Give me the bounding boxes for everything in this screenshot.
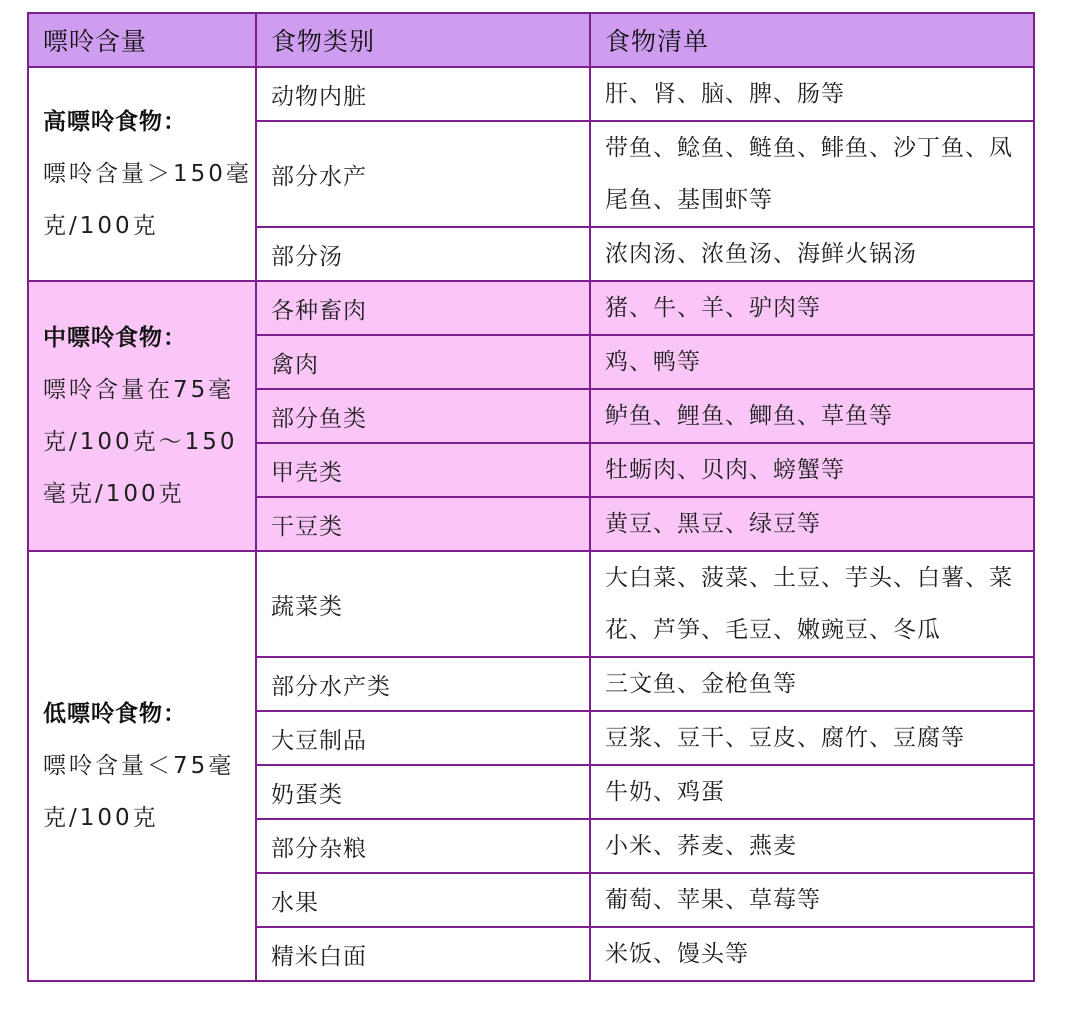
items-cell: 猪、牛、羊、驴肉等 bbox=[590, 281, 1034, 335]
items-cell: 带鱼、鲶鱼、鲢鱼、鲱鱼、沙丁鱼、凤尾鱼、基围虾等 bbox=[590, 121, 1034, 227]
group-title: 低嘌呤食物： bbox=[43, 701, 187, 727]
category-cell: 禽肉 bbox=[256, 335, 590, 389]
items-cell: 米饭、馒头等 bbox=[590, 927, 1034, 981]
category-cell: 部分水产类 bbox=[256, 657, 590, 711]
header-food-category: 食物类别 bbox=[256, 13, 590, 67]
table-row bbox=[28, 281, 1034, 335]
items-cell: 小米、荞麦、燕麦 bbox=[590, 819, 1034, 873]
category-cell: 水果 bbox=[256, 873, 590, 927]
items-cell: 鲈鱼、鲤鱼、鲫鱼、草鱼等 bbox=[590, 389, 1034, 443]
table-row bbox=[28, 551, 1034, 657]
items-cell: 鸡、鸭等 bbox=[590, 335, 1034, 389]
group-cell-mid bbox=[28, 281, 256, 551]
items-cell: 牡蛎肉、贝肉、螃蟹等 bbox=[590, 443, 1034, 497]
header-food-list: 食物清单 bbox=[590, 13, 1034, 67]
group-range: 嘌呤含量＞150毫克/100克 bbox=[43, 161, 252, 239]
category-cell: 精米白面 bbox=[256, 927, 590, 981]
header-purine-content: 嘌呤含量 bbox=[28, 13, 256, 67]
items-cell: 牛奶、鸡蛋 bbox=[590, 765, 1034, 819]
category-cell: 干豆类 bbox=[256, 497, 590, 551]
group-range: 嘌呤含量在75毫克/100克～150毫克/100克 bbox=[43, 377, 238, 507]
category-cell: 甲壳类 bbox=[256, 443, 590, 497]
category-cell: 动物内脏 bbox=[256, 67, 590, 121]
header-row bbox=[28, 13, 1034, 67]
group-range: 嘌呤含量＜75毫克/100克 bbox=[43, 753, 235, 831]
items-cell: 黄豆、黑豆、绿豆等 bbox=[590, 497, 1034, 551]
group-title: 高嘌呤食物： bbox=[43, 109, 187, 135]
items-cell: 豆浆、豆干、豆皮、腐竹、豆腐等 bbox=[590, 711, 1034, 765]
items-cell: 浓肉汤、浓鱼汤、海鲜火锅汤 bbox=[590, 227, 1034, 281]
items-cell: 大白菜、菠菜、土豆、芋头、白薯、菜花、芦笋、毛豆、嫩豌豆、冬瓜 bbox=[590, 551, 1034, 657]
purine-food-table bbox=[27, 12, 1035, 982]
category-cell: 各种畜肉 bbox=[256, 281, 590, 335]
table-row bbox=[28, 67, 1034, 121]
group-cell-low bbox=[28, 551, 256, 981]
category-cell: 大豆制品 bbox=[256, 711, 590, 765]
group-title: 中嘌呤食物： bbox=[43, 325, 187, 351]
category-cell: 蔬菜类 bbox=[256, 551, 590, 657]
category-cell: 奶蛋类 bbox=[256, 765, 590, 819]
category-cell: 部分水产 bbox=[256, 121, 590, 227]
category-cell: 部分鱼类 bbox=[256, 389, 590, 443]
category-cell: 部分杂粮 bbox=[256, 819, 590, 873]
items-cell: 三文鱼、金枪鱼等 bbox=[590, 657, 1034, 711]
items-cell: 葡萄、苹果、草莓等 bbox=[590, 873, 1034, 927]
category-cell: 部分汤 bbox=[256, 227, 590, 281]
group-cell-high bbox=[28, 67, 256, 281]
items-cell: 肝、肾、脑、脾、肠等 bbox=[590, 67, 1034, 121]
